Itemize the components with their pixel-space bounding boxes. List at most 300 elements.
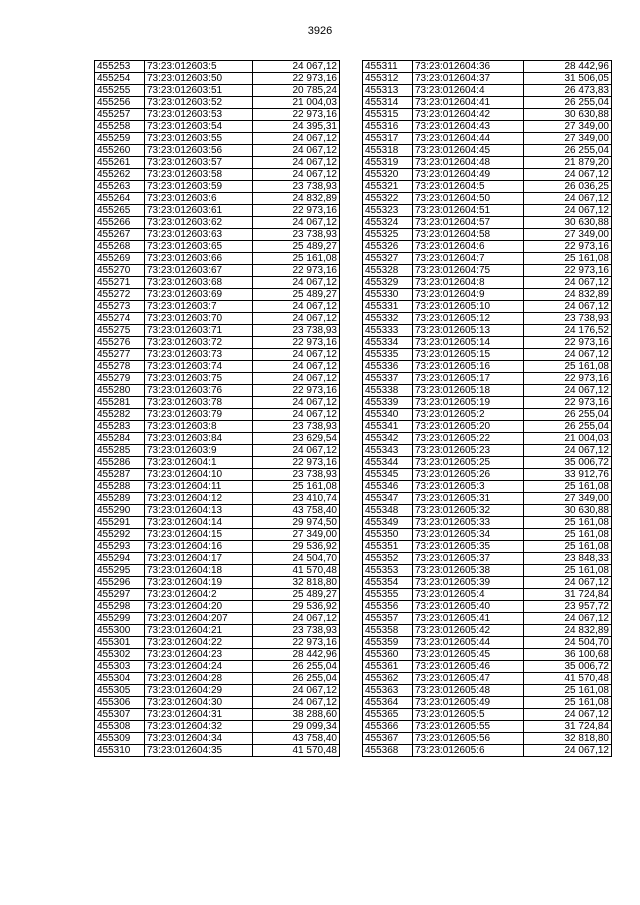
- cadastral-value-cell: 27 349,00: [253, 529, 340, 541]
- cadastral-number-cell: 73:23:012603:79: [145, 409, 253, 421]
- row-number-cell: 455334: [363, 337, 413, 349]
- cadastral-number-cell: 73:23:012604:42: [413, 109, 524, 121]
- row-number-cell: 455341: [363, 421, 413, 433]
- row-number-cell: 455274: [95, 313, 145, 325]
- row-number-cell: 455316: [363, 121, 413, 133]
- cadastral-value-cell: 25 161,08: [524, 697, 612, 709]
- cadastral-value-cell: 35 006,72: [524, 457, 612, 469]
- cadastral-value-cell: 25 161,08: [524, 685, 612, 697]
- row-number-cell: 455322: [363, 193, 413, 205]
- row-number-cell: 455354: [363, 577, 413, 589]
- cadastral-value-cell: 22 973,16: [524, 241, 612, 253]
- row-number-cell: 455272: [95, 289, 145, 301]
- cadastral-number-cell: 73:23:012605:25: [413, 457, 524, 469]
- row-number-cell: 455331: [363, 301, 413, 313]
- cadastral-value-cell: 31 724,84: [524, 589, 612, 601]
- row-number-cell: 455262: [95, 169, 145, 181]
- cadastral-number-cell: 73:23:012603:58: [145, 169, 253, 181]
- cadastral-value-cell: 23 410,74: [253, 493, 340, 505]
- row-number-cell: 455326: [363, 241, 413, 253]
- cadastral-value-cell: 24 067,12: [524, 205, 612, 217]
- cadastral-number-cell: 73:23:012605:15: [413, 349, 524, 361]
- cadastral-value-cell: 23 848,33: [524, 553, 612, 565]
- cadastral-number-cell: 73:23:012605:12: [413, 313, 524, 325]
- cadastral-number-cell: 73:23:012605:22: [413, 433, 524, 445]
- cadastral-value-cell: 24 067,12: [524, 745, 612, 757]
- cadastral-number-cell: 73:23:012605:49: [413, 697, 524, 709]
- row-number-cell: 455307: [95, 709, 145, 721]
- cadastral-number-cell: 73:23:012604:43: [413, 121, 524, 133]
- table-row: [95, 697, 340, 709]
- cadastral-value-cell: 26 255,04: [524, 409, 612, 421]
- row-number-cell: 455284: [95, 433, 145, 445]
- cadastral-value-cell: 32 818,80: [524, 733, 612, 745]
- cadastral-value-cell: 21 004,03: [253, 97, 340, 109]
- cadastral-number-cell: 73:23:012605:32: [413, 505, 524, 517]
- row-number-cell: 455310: [95, 745, 145, 757]
- cadastral-value-cell: 24 067,12: [253, 277, 340, 289]
- row-number-cell: 455345: [363, 469, 413, 481]
- row-number-cell: 455336: [363, 361, 413, 373]
- cadastral-number-cell: 73:23:012603:61: [145, 205, 253, 217]
- table-row: [95, 493, 340, 505]
- cadastral-number-cell: 73:23:012603:8: [145, 421, 253, 433]
- row-number-cell: 455356: [363, 601, 413, 613]
- cadastral-number-cell: 73:23:012604:24: [145, 661, 253, 673]
- cadastral-number-cell: 73:23:012603:76: [145, 385, 253, 397]
- cadastral-number-cell: 73:23:012603:6: [145, 193, 253, 205]
- cadastral-value-cell: 27 349,00: [524, 493, 612, 505]
- cadastral-value-cell: 20 785,24: [253, 85, 340, 97]
- table-row: [95, 241, 340, 253]
- cadastral-number-cell: 73:23:012604:30: [145, 697, 253, 709]
- table-row: [363, 325, 612, 337]
- row-number-cell: 455348: [363, 505, 413, 517]
- cadastral-number-cell: 73:23:012604:21: [145, 625, 253, 637]
- table-row: [95, 553, 340, 565]
- row-number-cell: 455364: [363, 697, 413, 709]
- cadastral-number-cell: 73:23:012604:8: [413, 277, 524, 289]
- table-row: [363, 517, 612, 529]
- cadastral-number-cell: 73:23:012604:19: [145, 577, 253, 589]
- table-row: [363, 61, 612, 73]
- table-row: [95, 685, 340, 697]
- table-row: [95, 157, 340, 169]
- cadastral-number-cell: 73:23:012605:39: [413, 577, 524, 589]
- table-row: [363, 277, 612, 289]
- cadastral-value-cell: 36 100,68: [524, 649, 612, 661]
- cadastral-value-cell: 24 395,31: [253, 121, 340, 133]
- row-number-cell: 455283: [95, 421, 145, 433]
- table-row: [363, 313, 612, 325]
- row-number-cell: 455300: [95, 625, 145, 637]
- cadastral-number-cell: 73:23:012603:56: [145, 145, 253, 157]
- row-number-cell: 455305: [95, 685, 145, 697]
- cadastral-value-cell: 29 536,92: [253, 541, 340, 553]
- cadastral-number-cell: 73:23:012605:40: [413, 601, 524, 613]
- row-number-cell: 455343: [363, 445, 413, 457]
- cadastral-value-cell: 24 067,12: [253, 373, 340, 385]
- cadastral-value-cell: 24 067,12: [253, 349, 340, 361]
- cadastral-value-cell: 26 255,04: [524, 421, 612, 433]
- table-row: [363, 541, 612, 553]
- cadastral-number-cell: 73:23:012605:17: [413, 373, 524, 385]
- cadastral-value-cell: 21 004,03: [524, 433, 612, 445]
- row-number-cell: 455365: [363, 709, 413, 721]
- cadastral-number-cell: 73:23:012605:19: [413, 397, 524, 409]
- table-row: [95, 97, 340, 109]
- cadastral-value-cell: 25 161,08: [524, 517, 612, 529]
- table-row: [363, 97, 612, 109]
- table-row: [363, 685, 612, 697]
- cadastral-value-cell: 24 067,12: [253, 313, 340, 325]
- row-number-cell: 455277: [95, 349, 145, 361]
- table-row: [363, 649, 612, 661]
- row-number-cell: 455289: [95, 493, 145, 505]
- cadastral-number-cell: 73:23:012603:9: [145, 445, 253, 457]
- cadastral-number-cell: 73:23:012604:12: [145, 493, 253, 505]
- row-number-cell: 455350: [363, 529, 413, 541]
- table-row: [95, 457, 340, 469]
- cadastral-number-cell: 73:23:012603:53: [145, 109, 253, 121]
- cadastral-value-cell: 24 832,89: [524, 625, 612, 637]
- cadastral-number-cell: 73:23:012604:207: [145, 613, 253, 625]
- table-row: [95, 589, 340, 601]
- table-row: [363, 577, 612, 589]
- cadastral-value-cell: 27 349,00: [524, 121, 612, 133]
- row-number-cell: 455298: [95, 601, 145, 613]
- row-number-cell: 455279: [95, 373, 145, 385]
- table-row: [363, 217, 612, 229]
- cadastral-number-cell: 73:23:012605:13: [413, 325, 524, 337]
- cadastral-number-cell: 73:23:012605:3: [413, 481, 524, 493]
- cadastral-number-cell: 73:23:012604:36: [413, 61, 524, 73]
- row-number-cell: 455358: [363, 625, 413, 637]
- table-row: [95, 169, 340, 181]
- cadastral-value-cell: 24 067,12: [524, 193, 612, 205]
- row-number-cell: 455324: [363, 217, 413, 229]
- cadastral-number-cell: 73:23:012604:9: [413, 289, 524, 301]
- row-number-cell: 455325: [363, 229, 413, 241]
- row-number-cell: 455332: [363, 313, 413, 325]
- cadastral-number-cell: 73:23:012604:20: [145, 601, 253, 613]
- row-number-cell: 455290: [95, 505, 145, 517]
- cadastral-value-cell: 24 067,12: [524, 577, 612, 589]
- cadastral-number-cell: 73:23:012605:5: [413, 709, 524, 721]
- cadastral-number-cell: 73:23:012604:58: [413, 229, 524, 241]
- row-number-cell: 455286: [95, 457, 145, 469]
- cadastral-value-cell: 24 067,12: [253, 157, 340, 169]
- cadastral-value-cell: 25 489,27: [253, 289, 340, 301]
- cadastral-number-cell: 73:23:012605:33: [413, 517, 524, 529]
- row-number-cell: 455270: [95, 265, 145, 277]
- cadastral-value-cell: 24 504,70: [253, 553, 340, 565]
- table-row: [363, 157, 612, 169]
- row-number-cell: 455282: [95, 409, 145, 421]
- cadastral-value-cell: 31 724,84: [524, 721, 612, 733]
- cadastral-number-cell: 73:23:012603:51: [145, 85, 253, 97]
- cadastral-value-cell: 23 738,93: [253, 625, 340, 637]
- cadastral-value-cell: 33 912,76: [524, 469, 612, 481]
- row-number-cell: 455291: [95, 517, 145, 529]
- cadastral-value-cell: 24 067,12: [524, 445, 612, 457]
- table-row: [95, 409, 340, 421]
- row-number-cell: 455288: [95, 481, 145, 493]
- row-number-cell: 455353: [363, 565, 413, 577]
- cadastral-number-cell: 73:23:012605:41: [413, 613, 524, 625]
- cadastral-number-cell: 73:23:012603:78: [145, 397, 253, 409]
- row-number-cell: 455314: [363, 97, 413, 109]
- cadastral-value-cell: 23 738,93: [253, 229, 340, 241]
- cadastral-number-cell: 73:23:012604:49: [413, 169, 524, 181]
- cadastral-number-cell: 73:23:012605:31: [413, 493, 524, 505]
- cadastral-number-cell: 73:23:012604:17: [145, 553, 253, 565]
- cadastral-value-cell: 26 255,04: [524, 145, 612, 157]
- table-row: [363, 709, 612, 721]
- cadastral-number-cell: 73:23:012604:32: [145, 721, 253, 733]
- cadastral-value-cell: 22 973,16: [524, 373, 612, 385]
- table-row: [95, 229, 340, 241]
- cadastral-number-cell: 73:23:012604:28: [145, 673, 253, 685]
- table-row: [363, 589, 612, 601]
- cadastral-value-cell: 28 442,96: [253, 649, 340, 661]
- cadastral-number-cell: 73:23:012604:57: [413, 217, 524, 229]
- cadastral-number-cell: 73:23:012604:13: [145, 505, 253, 517]
- cadastral-number-cell: 73:23:012605:55: [413, 721, 524, 733]
- cadastral-value-cell: 25 161,08: [524, 541, 612, 553]
- cadastral-number-cell: 73:23:012604:11: [145, 481, 253, 493]
- table-row: [363, 673, 612, 685]
- cadastral-value-cell: 32 818,80: [253, 577, 340, 589]
- row-number-cell: 455297: [95, 589, 145, 601]
- row-number-cell: 455315: [363, 109, 413, 121]
- cadastral-value-cell: 24 832,89: [253, 193, 340, 205]
- table-row: [363, 529, 612, 541]
- row-number-cell: 455347: [363, 493, 413, 505]
- cadastral-number-cell: 73:23:012605:48: [413, 685, 524, 697]
- row-number-cell: 455309: [95, 733, 145, 745]
- cadastral-number-cell: 73:23:012605:42: [413, 625, 524, 637]
- table-row: [363, 661, 612, 673]
- table-row: [363, 133, 612, 145]
- row-number-cell: 455337: [363, 373, 413, 385]
- cadastral-value-cell: 30 630,88: [524, 109, 612, 121]
- row-number-cell: 455295: [95, 565, 145, 577]
- row-number-cell: 455342: [363, 433, 413, 445]
- left-table: [94, 60, 340, 757]
- cadastral-number-cell: 73:23:012605:23: [413, 445, 524, 457]
- table-row: [95, 481, 340, 493]
- table-row: [95, 361, 340, 373]
- cadastral-number-cell: 73:23:012604:37: [413, 73, 524, 85]
- row-number-cell: 455363: [363, 685, 413, 697]
- table-row: [95, 277, 340, 289]
- table-row: [95, 133, 340, 145]
- cadastral-number-cell: 73:23:012604:5: [413, 181, 524, 193]
- cadastral-number-cell: 73:23:012605:38: [413, 565, 524, 577]
- table-row: [363, 337, 612, 349]
- table-row: [95, 301, 340, 313]
- row-number-cell: 455339: [363, 397, 413, 409]
- cadastral-value-cell: 24 067,12: [253, 361, 340, 373]
- row-number-cell: 455313: [363, 85, 413, 97]
- row-number-cell: 455253: [95, 61, 145, 73]
- table-row: [363, 505, 612, 517]
- cadastral-number-cell: 73:23:012603:67: [145, 265, 253, 277]
- table-row: [95, 649, 340, 661]
- cadastral-value-cell: 23 738,93: [253, 325, 340, 337]
- table-row: [95, 181, 340, 193]
- row-number-cell: 455275: [95, 325, 145, 337]
- cadastral-value-cell: 22 973,16: [253, 457, 340, 469]
- table-row: [95, 709, 340, 721]
- cadastral-number-cell: 73:23:012603:5: [145, 61, 253, 73]
- cadastral-number-cell: 73:23:012604:15: [145, 529, 253, 541]
- row-number-cell: 455318: [363, 145, 413, 157]
- cadastral-number-cell: 73:23:012603:7: [145, 301, 253, 313]
- cadastral-number-cell: 73:23:012604:31: [145, 709, 253, 721]
- table-row: [95, 541, 340, 553]
- row-number-cell: 455349: [363, 517, 413, 529]
- cadastral-number-cell: 73:23:012605:35: [413, 541, 524, 553]
- cadastral-value-cell: 23 738,93: [253, 181, 340, 193]
- cadastral-value-cell: 24 067,12: [253, 409, 340, 421]
- table-row: [363, 253, 612, 265]
- row-number-cell: 455267: [95, 229, 145, 241]
- table-row: [363, 445, 612, 457]
- row-number-cell: 455320: [363, 169, 413, 181]
- table-row: [95, 289, 340, 301]
- cadastral-value-cell: 43 758,40: [253, 733, 340, 745]
- row-number-cell: 455294: [95, 553, 145, 565]
- row-number-cell: 455346: [363, 481, 413, 493]
- table-row: [363, 181, 612, 193]
- cadastral-value-cell: 26 036,25: [524, 181, 612, 193]
- cadastral-value-cell: 21 879,20: [524, 157, 612, 169]
- cadastral-number-cell: 73:23:012603:84: [145, 433, 253, 445]
- row-number-cell: 455352: [363, 553, 413, 565]
- row-number-cell: 455361: [363, 661, 413, 673]
- table-row: [363, 85, 612, 97]
- row-number-cell: 455296: [95, 577, 145, 589]
- cadastral-value-cell: 31 506,05: [524, 73, 612, 85]
- table-row: [363, 121, 612, 133]
- table-row: [363, 553, 612, 565]
- cadastral-number-cell: 73:23:012603:62: [145, 217, 253, 229]
- row-number-cell: 455340: [363, 409, 413, 421]
- page-number: 3926: [307, 25, 333, 37]
- table-row: [95, 421, 340, 433]
- table-row: [363, 745, 612, 757]
- row-number-cell: 455312: [363, 73, 413, 85]
- table-row: [95, 121, 340, 133]
- cadastral-number-cell: 73:23:012605:26: [413, 469, 524, 481]
- cadastral-number-cell: 73:23:012604:50: [413, 193, 524, 205]
- table-row: [95, 337, 340, 349]
- table-row: [95, 145, 340, 157]
- cadastral-value-cell: 24 176,52: [524, 325, 612, 337]
- cadastral-value-cell: 22 973,16: [253, 385, 340, 397]
- row-number-cell: 455287: [95, 469, 145, 481]
- cadastral-value-cell: 38 288,60: [253, 709, 340, 721]
- table-row: [363, 493, 612, 505]
- table-row: [363, 481, 612, 493]
- cadastral-number-cell: 73:23:012604:7: [413, 253, 524, 265]
- table-row: [95, 733, 340, 745]
- table-row: [363, 733, 612, 745]
- table-row: [363, 469, 612, 481]
- cadastral-number-cell: 73:23:012604:18: [145, 565, 253, 577]
- table-row: [363, 601, 612, 613]
- row-number-cell: 455292: [95, 529, 145, 541]
- cadastral-value-cell: 22 973,16: [253, 205, 340, 217]
- row-number-cell: 455285: [95, 445, 145, 457]
- cadastral-value-cell: 24 067,12: [524, 613, 612, 625]
- table-row: [363, 109, 612, 121]
- cadastral-number-cell: 73:23:012604:1: [145, 457, 253, 469]
- cadastral-value-cell: 23 738,93: [253, 469, 340, 481]
- table-row: [363, 721, 612, 733]
- table-row: [363, 637, 612, 649]
- table-row: [363, 301, 612, 313]
- cadastral-value-cell: 26 255,04: [253, 673, 340, 685]
- cadastral-number-cell: 73:23:012603:73: [145, 349, 253, 361]
- cadastral-value-cell: 29 536,92: [253, 601, 340, 613]
- cadastral-value-cell: 24 067,12: [253, 613, 340, 625]
- cadastral-number-cell: 73:23:012605:18: [413, 385, 524, 397]
- cadastral-number-cell: 73:23:012605:4: [413, 589, 524, 601]
- cadastral-value-cell: 26 473,83: [524, 85, 612, 97]
- table-row: [95, 385, 340, 397]
- cadastral-value-cell: 25 161,08: [524, 253, 612, 265]
- cadastral-value-cell: 24 067,12: [253, 685, 340, 697]
- cadastral-value-cell: 24 067,12: [524, 349, 612, 361]
- table-row: [95, 661, 340, 673]
- row-number-cell: 455355: [363, 589, 413, 601]
- cadastral-number-cell: 73:23:012604:22: [145, 637, 253, 649]
- cadastral-number-cell: 73:23:012605:6: [413, 745, 524, 757]
- cadastral-number-cell: 73:23:012604:51: [413, 205, 524, 217]
- table-row: [95, 673, 340, 685]
- cadastral-value-cell: 22 973,16: [253, 265, 340, 277]
- cadastral-value-cell: 26 255,04: [524, 97, 612, 109]
- cadastral-value-cell: 25 489,27: [253, 241, 340, 253]
- row-number-cell: 455302: [95, 649, 145, 661]
- table-row: [363, 229, 612, 241]
- cadastral-number-cell: 73:23:012604:41: [413, 97, 524, 109]
- cadastral-value-cell: 22 973,16: [524, 397, 612, 409]
- table-row: [95, 469, 340, 481]
- table-row: [95, 253, 340, 265]
- table-row: [95, 445, 340, 457]
- row-number-cell: 455311: [363, 61, 413, 73]
- table-row: [95, 745, 340, 757]
- table-row: [363, 241, 612, 253]
- cadastral-value-cell: 41 570,48: [253, 745, 340, 757]
- cadastral-number-cell: 73:23:012604:75: [413, 265, 524, 277]
- row-number-cell: 455330: [363, 289, 413, 301]
- row-number-cell: 455366: [363, 721, 413, 733]
- row-number-cell: 455308: [95, 721, 145, 733]
- table-row: [95, 397, 340, 409]
- cadastral-value-cell: 28 442,96: [524, 61, 612, 73]
- cadastral-number-cell: 73:23:012605:16: [413, 361, 524, 373]
- row-number-cell: 455333: [363, 325, 413, 337]
- table-row: [95, 433, 340, 445]
- cadastral-number-cell: 73:23:012604:14: [145, 517, 253, 529]
- cadastral-number-cell: 73:23:012603:65: [145, 241, 253, 253]
- table-row: [363, 265, 612, 277]
